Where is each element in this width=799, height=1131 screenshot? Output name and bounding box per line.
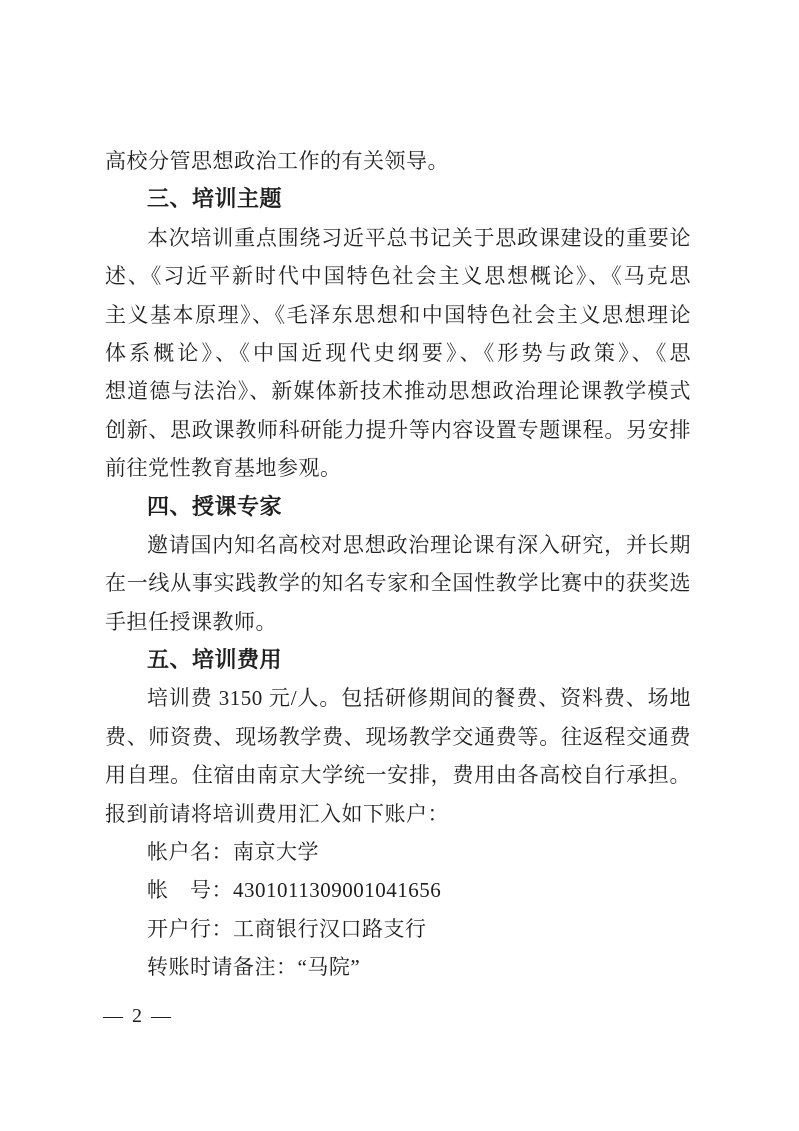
section-heading: 五、培训费用 [147,647,283,673]
text-line: 主义基本原理》、《毛泽东思想和中国特色社会主义思想理论 [105,302,691,327]
text-line: 在一线从事实践教学的知名专家和全国性教学比赛中的获奖选 [105,571,691,596]
text-line: 报到前请将培训费用汇入如下账户： [105,801,449,826]
text-line: 体系概论》、《中国近现代史纲要》、《形势与政策》、《思 [105,340,691,365]
page-number: — 2 — [103,1005,173,1027]
text-line: 用自理。住宿由南京大学统一安排，费用由各高校自行承担。 [105,763,691,788]
document-body [105,142,691,987]
text-line: 述、《习近平新时代中国特色社会主义思想概论》、《马克思 [105,264,691,289]
text-line: 手担任授课教师。 [105,609,277,634]
text-line: 前往党性教育基地参观。 [105,456,342,481]
text-line: 创新、思政课教师科研能力提升等内容设置专题课程。另安排 [105,417,691,442]
text-line: 开户行：工商银行汉口路支行 [147,916,427,941]
section-heading: 三、培训主题 [147,186,283,212]
text-line: 邀请国内知名高校对思想政治理论课有深入研究，并长期 [147,532,691,557]
text-line: 培训费 3150 元/人。包括研修期间的餐费、资料费、场地 [147,686,691,711]
section-heading: 四、授课专家 [147,493,283,519]
text-line: 本次培训重点围绕习近平总书记关于思政课建设的重要论 [147,225,691,250]
text-line: 高校分管思想政治工作的有关领导。 [105,149,449,173]
text-line: 帐户名：南京大学 [147,840,319,865]
text-line: 转账时请备注：“马院” [147,955,361,980]
text-line: 想道德与法治》、新媒体新技术推动思想政治理论课教学模式 [105,379,691,404]
text-line: 费、师资费、现场教学费、现场教学交通费等。往返程交通费 [105,724,691,749]
text-line: 帐 号：4301011309001041656 [147,878,442,903]
